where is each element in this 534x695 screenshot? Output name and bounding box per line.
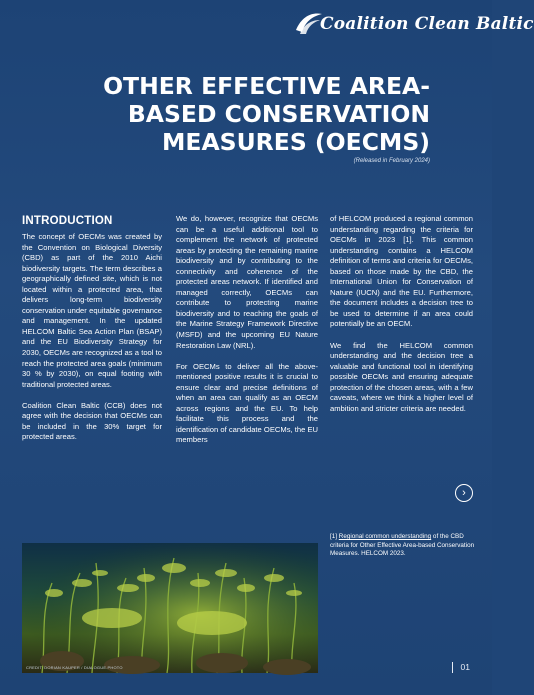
col2-paragraph-1: We do, however, recognize that OECMs can be a useful additional tool to complement the network of protected areas by protecting the remaining marine biodiversity and by contributing to the connectivity and coherence of the protected areas network. If identified and managed correctly, OECMs can contribute to protecting marine biodiversity and to reaching the goals of the Marine Strategy Framework Directive (MSFD) and the upcoming EU Nature Restoration Law (NRL). <box>176 214 318 350</box>
col3-paragraph-1: of HELCOM produced a regional common understanding regarding the criteria for OECMs in 2023 [1]. This common understanding contains a HELCOM definition of terms and criteria for OECMs, based on those made by the CBD, the International Union for Conservation of Nature (IUCN) and the EU. Furthermore, the document includes a decision tree to be used to determine if an area could potentially be an OECM. <box>330 214 473 329</box>
chevron-right-icon: › <box>462 486 466 499</box>
col2-paragraph-2: For OECMs to deliver all the above-mentioned positive results it is crucial to ensure clear and precise definitions of when an area can qualify as an OECM across regions and the EU. To help facilitate this process and the identification of candidate OECMs, the EU members <box>176 361 318 445</box>
brand-name: Coalition Clean Baltic <box>320 14 534 34</box>
page-number-value: 01 <box>460 662 470 672</box>
column-1 <box>22 214 162 453</box>
column-3 <box>330 214 473 425</box>
col1-paragraph-1: The concept of OECMs was created by the Convention on Biological Diversity (CBD) as part of the 2010 Aichi biodiversity targets. The term describes a geographically defined site, which is not located within a protected area, that delivers long-term biodiversity conservation under equitable governance and management. In the updated HELCOM Baltic Sea Action Plan (BSAP) and the EU Biodiversity Strategy for 2030, OECMs are recognized as a tool to reach the protected area goals (minimum 30 % by 2030), on equal footing with traditional protected areas. <box>22 232 162 389</box>
brand-logo[interactable] <box>294 8 534 40</box>
page-title: OTHER EFFECTIVE AREA-BASED CONSERVATION MEASURES (OECMS) <box>103 72 430 156</box>
photo-credit: CREDIT: DORIAN KAUPER / DIALOGUE.PHOTO <box>26 665 123 670</box>
footnote <box>330 533 475 559</box>
next-page-button[interactable] <box>455 484 473 502</box>
release-date: (Released in February 2024) <box>353 158 430 164</box>
footnote-link[interactable]: Regional common understanding <box>338 533 432 540</box>
column-2 <box>176 214 318 456</box>
seagrass-illustration <box>22 543 318 673</box>
page-number <box>452 662 470 673</box>
page-number-divider <box>452 662 453 673</box>
intro-heading: INTRODUCTION <box>22 215 113 227</box>
footnote-text: of the CBD criteria for Other Effective Area-based Conservation Measures. HELCOM 2023. <box>330 533 475 558</box>
col1-paragraph-2: Coalition Clean Baltic (CCB) does not agree with the decision that OECMs can be included in the 30% target for protected areas. <box>22 400 162 442</box>
col3-paragraph-2: We find the HELCOM common understanding and the decision tree a valuable and functional tool in identifying possible OECMs and ensuring adequate protection of the chosen areas, with a few caveats, where we think a higher level of ambition and stricter criteria are needed. <box>330 340 473 413</box>
seagrass-photo <box>22 543 318 673</box>
footnote-marker: [1] <box>330 533 338 540</box>
